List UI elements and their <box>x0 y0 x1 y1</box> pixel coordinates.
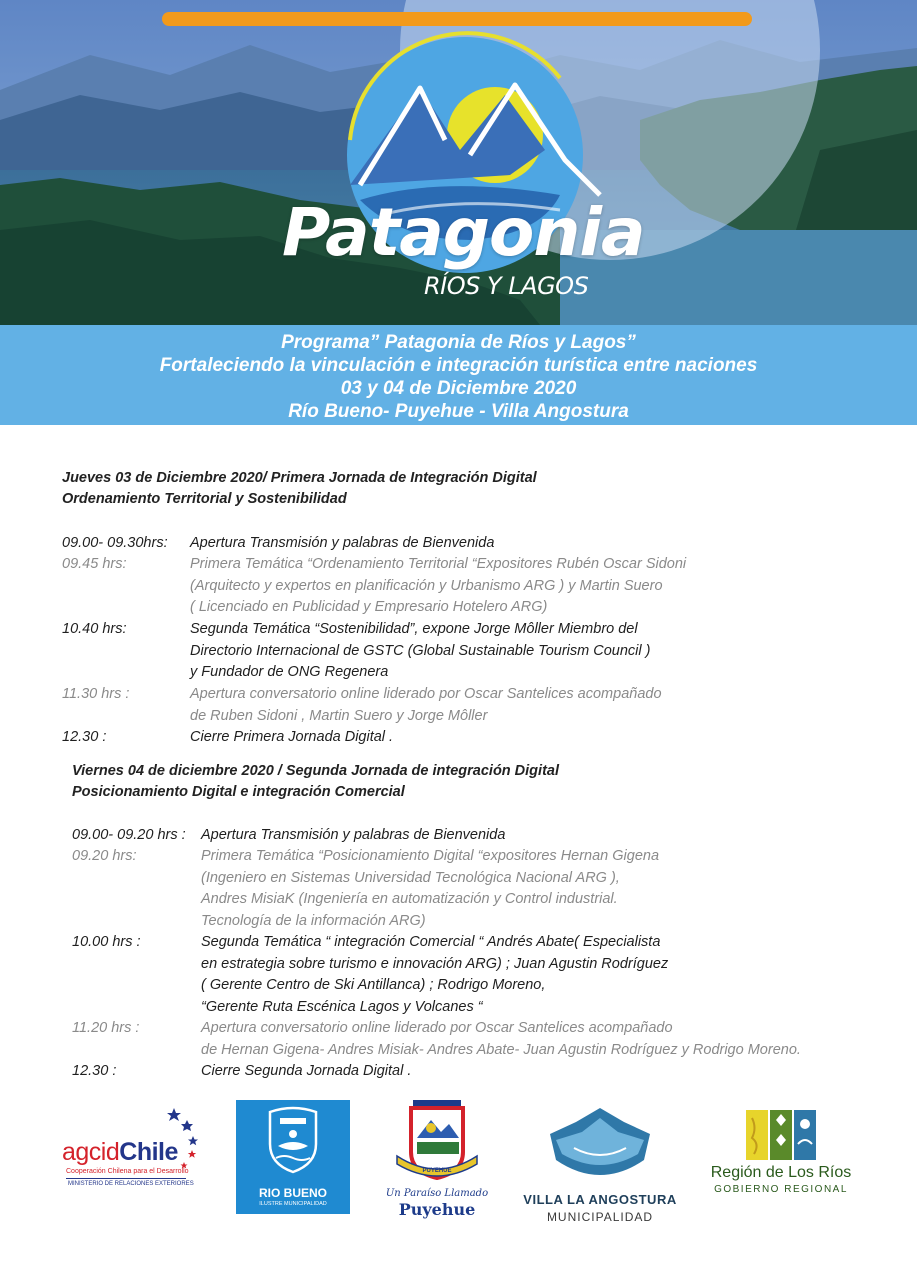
row-desc: (Arquitecto y expertos en planificación y Urbanismo ARG ) y Martin Suero <box>190 577 663 594</box>
angostura-mountain-icon <box>512 1104 688 1188</box>
agcid-line1: Cooperación Chilena para el Desarrollo <box>66 1168 189 1175</box>
angostura-sub: MUNICIPALIDAD <box>546 1210 654 1224</box>
puyehue-name: Puyehue <box>398 1200 476 1219</box>
logo-subtitle: RÍOS Y LAGOS <box>424 272 589 300</box>
row-desc: ( Licenciado en Publicidad y Empresario Hotelero ARG) <box>190 599 548 615</box>
day1-subtitle: Ordenamiento Territorial y Sostenibilidad <box>62 491 347 507</box>
row-desc: (Ingeniero en Sistemas Universidad Tecnológica Nacional ARG ), <box>201 869 620 886</box>
agcid-name-b: Chile <box>119 1138 178 1166</box>
puyehue-logo <box>383 1098 491 1220</box>
hero-banner <box>0 0 917 325</box>
los-rios-sub: GOBIERNO REGIONAL <box>714 1184 848 1195</box>
row-desc: Segunda Temática “Sostenibilidad”, expone Jorge Môller Miembro del <box>190 621 638 637</box>
row-time: 12.30 : <box>62 729 107 745</box>
accent-bar <box>162 12 752 26</box>
banner-line-program: Programa” Patagonia de Ríos y Lagos” <box>281 332 636 353</box>
agcid-name-a: agcid <box>62 1138 120 1166</box>
row-desc: Primera Temática “Posicionamiento Digital “expositores Hernan Gigena <box>201 848 660 864</box>
row-desc: Cierre Segunda Jornada Digital . <box>201 1063 412 1079</box>
villa-la-angostura-logo <box>512 1104 688 1230</box>
row-desc: de Ruben Sidoni , Martin Suero y Jorge Môller <box>190 707 488 724</box>
row-time: 12.30 : <box>72 1063 117 1079</box>
row-desc: Apertura conversatorio online liderado por Oscar Santelices acompañado <box>201 1020 673 1036</box>
logo-title: Patagonia <box>282 194 645 271</box>
agcid-chile-logo <box>62 1106 207 1196</box>
angostura-name: VILLA LA ANGOSTURA <box>523 1192 677 1207</box>
row-time: 10.00 hrs : <box>72 934 141 950</box>
banner-line-dates: 03 y 04 de Diciembre 2020 <box>340 378 577 399</box>
region-los-rios-logo <box>702 1104 860 1198</box>
row-desc: Segunda Temática “ integración Comercial “ Andrés Abate( Especialista <box>201 934 661 950</box>
row-desc: en estrategia sobre turismo e innovación ARG) ; Juan Agustin Rodríguez <box>201 955 669 972</box>
row-time: 09.00- 09.30hrs: <box>62 535 168 551</box>
day1-title: Jueves 03 de Diciembre 2020/ Primera Jornada de Integración Digital <box>62 470 537 486</box>
rio-bueno-name: RIO BUENO <box>258 1186 327 1200</box>
row-time: 09.00- 09.20 hrs : <box>72 827 186 843</box>
row-desc: “Gerente Ruta Escénica Lagos y Volcanes “ <box>201 998 483 1015</box>
row-time: 11.20 hrs : <box>72 1020 140 1036</box>
puyehue-crest-icon <box>383 1098 491 1186</box>
row-desc: Apertura Transmisión y palabras de Bienvenida <box>201 827 506 843</box>
rio-bueno-shield-icon <box>236 1100 350 1180</box>
puyehue-tagline: Un Paraíso Llamado <box>385 1188 489 1199</box>
day2-subtitle: Posicionamiento Digital e integración Comercial <box>72 784 405 800</box>
rio-bueno-logo <box>236 1100 350 1214</box>
row-desc: Apertura Transmisión y palabras de Bienvenida <box>190 535 495 551</box>
row-desc: Apertura conversatorio online liderado por Oscar Santelices acompañado <box>190 686 662 702</box>
row-desc: y Fundador de ONG Regenera <box>190 664 389 680</box>
puyehue-ribbon-text: PUYEHUE <box>422 1168 452 1174</box>
banner-line-subtitle: Fortaleciendo la vinculación e integración turística entre naciones <box>159 355 758 376</box>
rio-bueno-sub: ILUSTRE MUNICIPALIDAD <box>259 1201 327 1207</box>
row-desc: Cierre Primera Jornada Digital . <box>190 729 394 745</box>
row-desc: Primera Temática “Ordenamiento Territorial “Expositores Rubén Oscar Sidoni <box>190 556 687 572</box>
row-time: 09.20 hrs: <box>72 848 137 864</box>
row-desc: Tecnología de la información ARG) <box>201 912 426 929</box>
los-rios-name: Región de Los Ríos <box>710 1164 852 1181</box>
title-banner <box>0 325 917 425</box>
row-desc: Directorio Internacional de GSTC (Global Sustainable Tourism Council ) <box>190 642 651 659</box>
banner-line-places: Río Bueno- Puyehue - Villa Angostura <box>288 401 629 422</box>
day2-title: Viernes 04 de diciembre 2020 / Segunda Jornada de integración Digital <box>72 763 559 779</box>
row-desc: Andres MisiaK (Ingeniería en automatización y Control industrial. <box>201 891 618 907</box>
row-time: 11.30 hrs : <box>62 686 130 702</box>
los-rios-emblem-icon <box>702 1104 860 1162</box>
row-desc: ( Gerente Centro de Ski Antillanca) ; Rodrigo Moreno, <box>201 977 546 993</box>
row-time: 09.45 hrs: <box>62 556 127 572</box>
row-desc: de Hernan Gigena- Andres Misiak- Andres Abate- Juan Agustin Rodríguez y Rodrigo Moreno. <box>201 1041 801 1058</box>
row-time: 10.40 hrs: <box>62 621 127 637</box>
agcid-line2: MINISTERIO DE RELACIONES EXTERIORES <box>68 1181 194 1187</box>
